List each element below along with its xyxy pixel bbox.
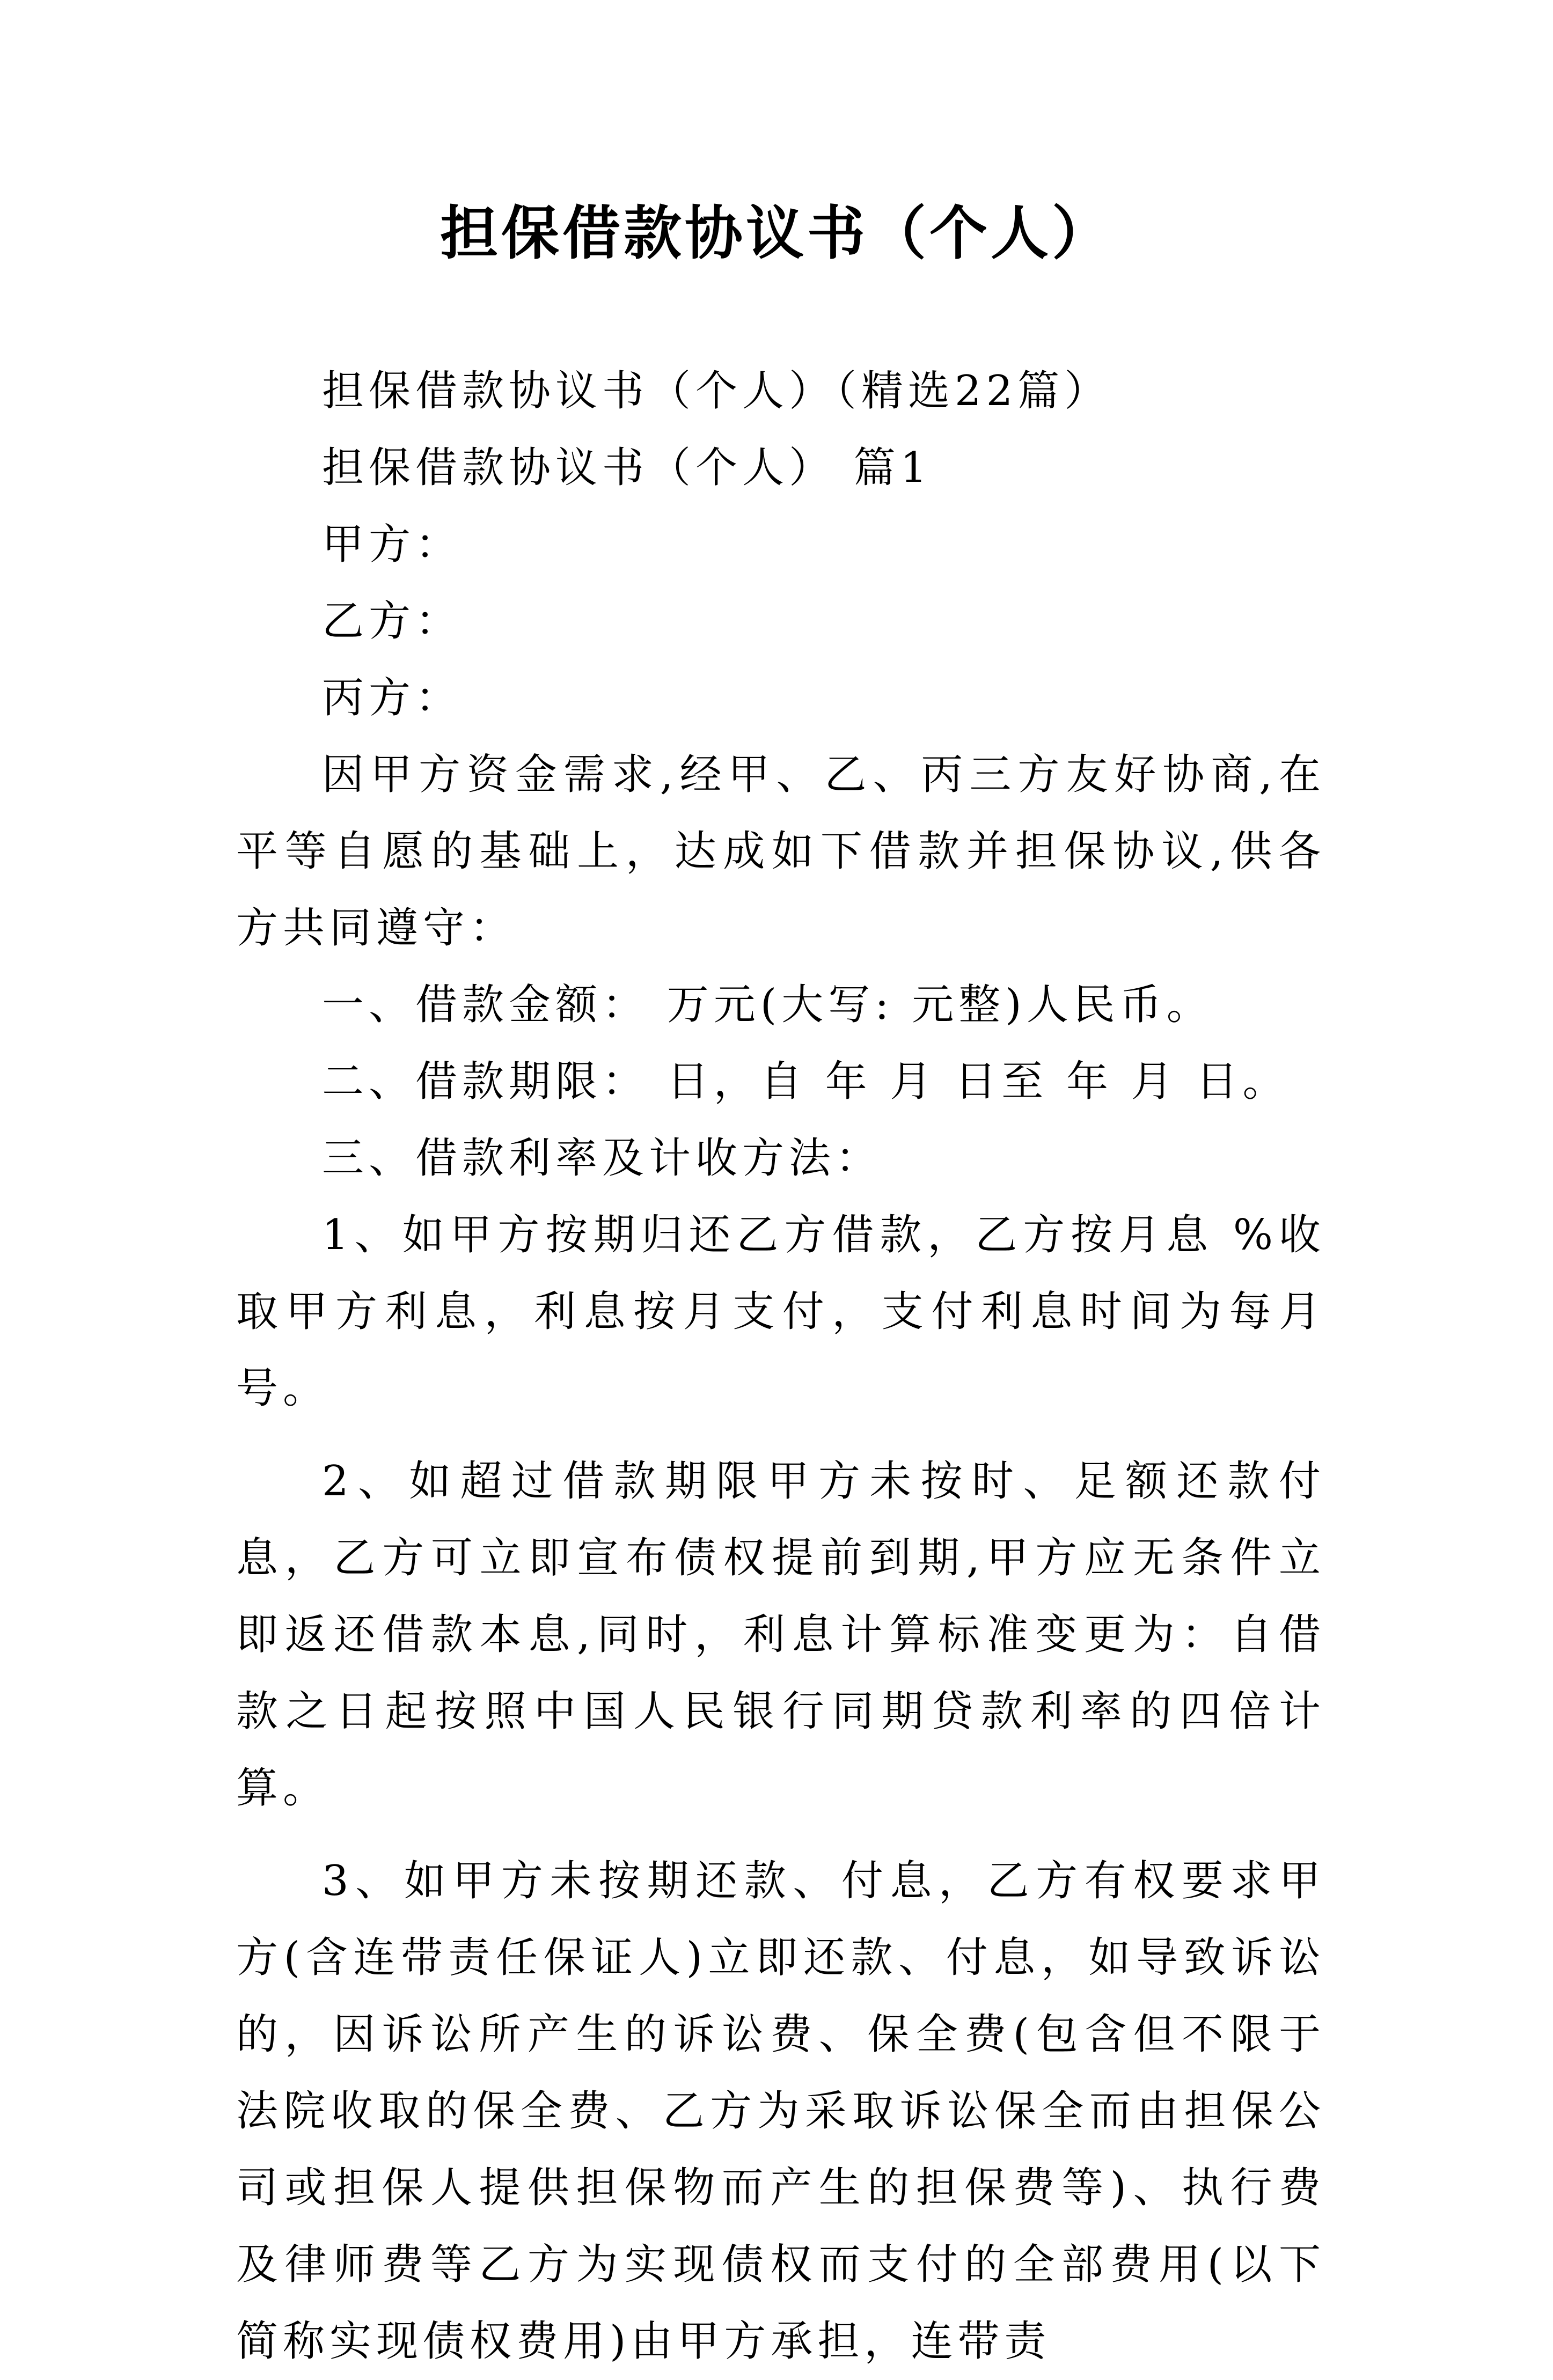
party-c-line: 丙方：	[322, 674, 463, 722]
clause-interest-item-2: 2、如超过借款期限甲方未按时、足额还款付息，乙方可立即宣布债权提前到期,甲方应无条件立即返还借款本息,同时，利息计算标准变更为：自借款之日起按照中国人民银行同期贷款利率的四倍计算。	[236, 1457, 1325, 1812]
party-a-line: 甲方：	[322, 520, 463, 569]
clause-loan-term: 二、借款期限： 日，自 年 月 日至 年 月 日。	[322, 1057, 1290, 1106]
party-b-line: 乙方：	[322, 597, 463, 645]
clause-interest-heading: 三、借款利率及计收方法：	[322, 1134, 883, 1182]
document-body	[236, 353, 1325, 2380]
section-heading: 担保借款协议书（个人） 篇1	[322, 444, 932, 492]
collection-heading: 担保借款协议书（个人）（精选22篇）	[322, 367, 1111, 415]
clause-interest-item-3: 3、如甲方未按期还款、付息，乙方有权要求甲方(含连带责任保证人)立即还款、付息，如导致诉讼的，因诉讼所产生的诉讼费、保全费(包含但不限于法院收取的保全费、乙方为采取诉讼保全而由担保公司或担保人提供担保物而产生的担保费等)、执行费及律师费等乙方为实现债权而支付的全部费用(以下简称实现债权费用)由甲方承担，连带责	[236, 1857, 1325, 2366]
document-title: 担保借款协议书（个人）	[439, 200, 1113, 267]
clause-interest-item-1: 1、如甲方按期归还乙方借款，乙方按月息 %收取甲方利息，利息按月支付，支付利息时间为每月 号。	[236, 1211, 1325, 1413]
clause-loan-amount: 一、借款金额： 万元(大写: 元整)人民币。	[322, 981, 1213, 1029]
preamble-paragraph: 因甲方资金需求,经甲、乙、丙三方友好协商,在平等自愿的基础上，达成如下借款并担保协议,供各方共同遵守：	[236, 751, 1325, 952]
